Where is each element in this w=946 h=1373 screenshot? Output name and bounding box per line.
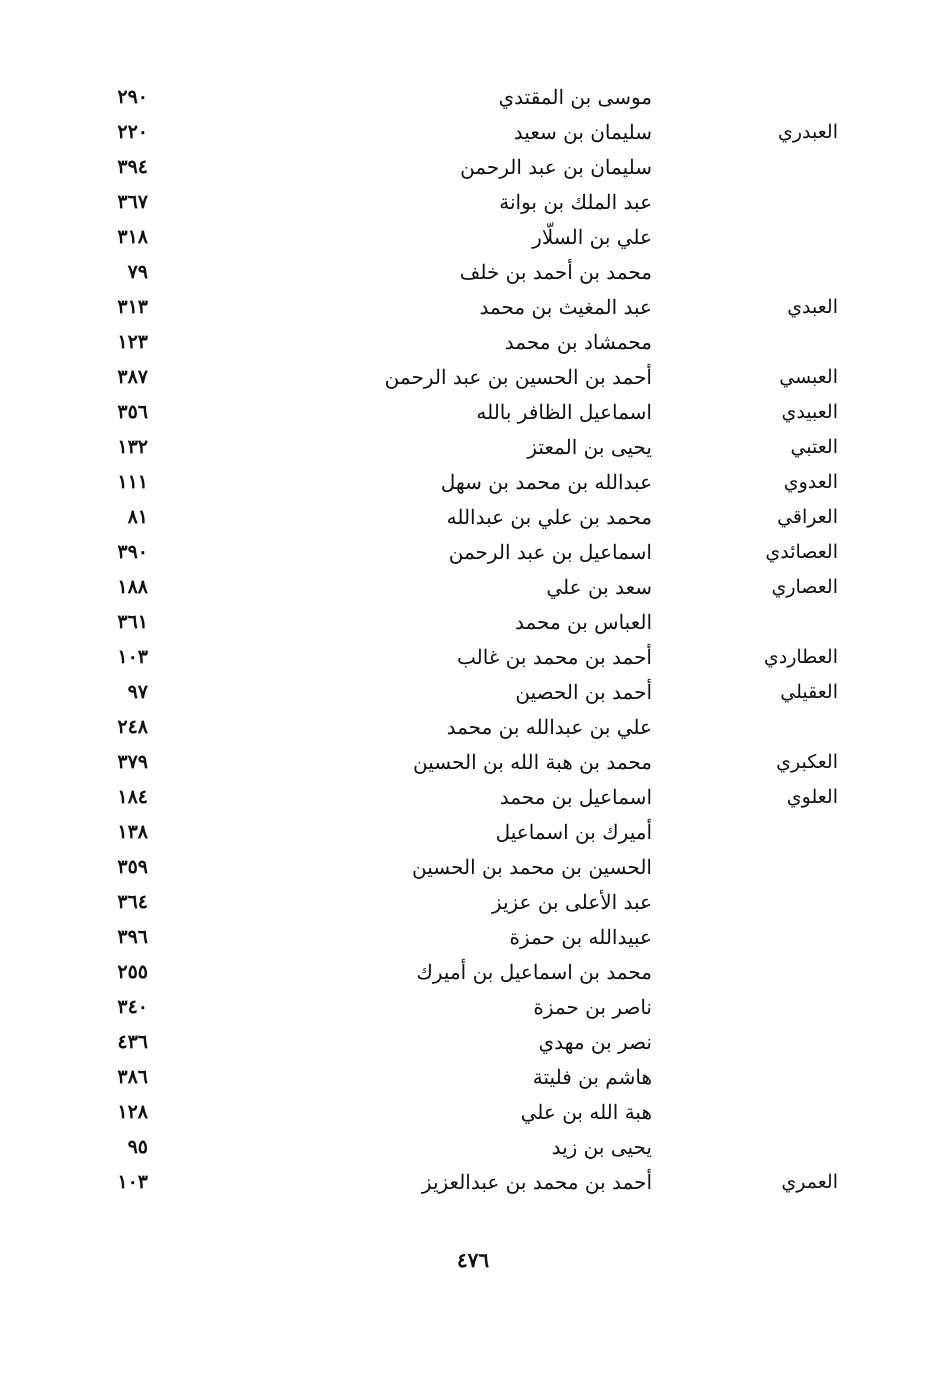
entry-name: محمد بن علي بن عبدالله xyxy=(446,505,652,529)
entry-name: الحسين بن محمد بن الحسين xyxy=(411,855,652,879)
entry-page-number: ٣٦١ xyxy=(117,611,148,633)
index-entry xyxy=(0,640,946,675)
entry-name: موسى بن المقتدي xyxy=(498,85,652,109)
entry-page-number: ٣٦٧ xyxy=(117,191,148,213)
entry-name: أميرك بن اسماعيل xyxy=(495,820,652,844)
entry-nisba xyxy=(688,80,838,115)
entry-page-number: ١٣٨ xyxy=(117,821,148,843)
entry-name: أحمد بن الحصين xyxy=(515,680,652,704)
entry-page-number: ١١١ xyxy=(117,471,148,493)
entry-nisba xyxy=(688,885,838,920)
index-entry xyxy=(0,80,946,115)
entry-page-number: ٩٥ xyxy=(127,1136,148,1158)
entry-page-number: ١٢٨ xyxy=(117,1101,148,1123)
entry-page-number: ١٨٨ xyxy=(117,576,148,598)
entry-page-number: ٢٩٠ xyxy=(117,86,148,108)
entry-nisba xyxy=(688,850,838,885)
entry-page-number: ٣٩٤ xyxy=(117,156,148,178)
entry-name: سعد بن علي xyxy=(546,575,652,599)
index-entry xyxy=(0,920,946,955)
entry-nisba xyxy=(688,255,838,290)
index-entry xyxy=(0,885,946,920)
entry-page-number: ٣٨٧ xyxy=(117,366,148,388)
entry-name: علي بن السلّار xyxy=(532,225,652,249)
entry-name: هبة الله بن علي xyxy=(520,1100,652,1124)
entry-nisba: العمري xyxy=(781,1171,838,1193)
index-entry xyxy=(0,255,946,290)
index-entry xyxy=(0,150,946,185)
entry-name: اسماعيل بن عبد الرحمن xyxy=(448,540,652,564)
entry-name: العباس بن محمد xyxy=(514,610,652,634)
entry-name: عبد الملك بن بوانة xyxy=(499,190,652,214)
entry-page-number: ٩٧ xyxy=(127,681,148,703)
entry-nisba: العبيدي xyxy=(781,401,838,423)
entry-nisba: العبدي xyxy=(787,296,838,318)
entry-nisba: العدوي xyxy=(783,471,838,493)
entry-nisba: العكبري xyxy=(776,751,838,773)
index-entry xyxy=(0,535,946,570)
index-entry xyxy=(0,500,946,535)
index-entry xyxy=(0,990,946,1025)
entry-page-number: ٣١٨ xyxy=(117,226,148,248)
entry-page-number: ٣٥٩ xyxy=(117,856,148,878)
entry-page-number: ٤٣٦ xyxy=(117,1031,148,1053)
entry-page-number: ٣٤٠ xyxy=(117,996,148,1018)
entry-name: عبد المغيث بن محمد xyxy=(479,295,652,319)
entry-nisba: العصاري xyxy=(771,576,838,598)
entry-nisba xyxy=(688,1060,838,1095)
page-number: ٤٧٦ xyxy=(456,1248,490,1272)
index-entry xyxy=(0,325,946,360)
index-entry xyxy=(0,465,946,500)
entry-page-number: ٣٩٠ xyxy=(117,541,148,563)
entry-nisba xyxy=(688,815,838,850)
index-entry xyxy=(0,1060,946,1095)
index-entry xyxy=(0,290,946,325)
entry-nisba xyxy=(688,325,838,360)
entry-page-number: ٢٢٠ xyxy=(117,121,148,143)
entry-nisba xyxy=(688,150,838,185)
entry-nisba: العراقي xyxy=(777,506,838,528)
entry-name: اسماعيل بن محمد xyxy=(499,785,652,809)
entry-nisba xyxy=(688,710,838,745)
entry-name: أحمد بن الحسين بن عبد الرحمن xyxy=(384,365,652,389)
entry-name: محمد بن هبة الله بن الحسين xyxy=(412,750,652,774)
entry-nisba xyxy=(688,955,838,990)
entry-page-number: ١٠٣ xyxy=(117,1171,148,1193)
entry-nisba: العطاردي xyxy=(763,646,838,668)
entry-page-number: ٢٤٨ xyxy=(117,716,148,738)
entry-page-number: ١٠٣ xyxy=(117,646,148,668)
entry-name: أحمد بن محمد بن غالب xyxy=(457,645,652,669)
entry-name: يحيى بن المعتز xyxy=(527,435,652,459)
entry-nisba: العلوي xyxy=(786,786,838,808)
entry-name: محمد بن اسماعيل بن أميرك xyxy=(416,960,652,984)
index-entry xyxy=(0,185,946,220)
index-entry xyxy=(0,430,946,465)
entry-name: علي بن عبدالله بن محمد xyxy=(446,715,652,739)
entry-page-number: ٣٧٩ xyxy=(117,751,148,773)
index-entry xyxy=(0,115,946,150)
index-entry xyxy=(0,675,946,710)
entry-name: أحمد بن محمد بن عبدالعزيز xyxy=(421,1170,652,1194)
entry-page-number: ٨١ xyxy=(127,506,148,528)
entry-nisba xyxy=(688,1130,838,1165)
entry-page-number: ٣٥٦ xyxy=(117,401,148,423)
entry-page-number: ٢٥٥ xyxy=(117,961,148,983)
entry-name: عبد الأعلى بن عزيز xyxy=(491,890,652,914)
entry-name: عبدالله بن محمد بن سهل xyxy=(440,470,652,494)
entry-name: سليمان بن عبد الرحمن xyxy=(460,155,652,179)
index-entry xyxy=(0,955,946,990)
entry-page-number: ١٣٢ xyxy=(117,436,148,458)
index-entry xyxy=(0,850,946,885)
entry-name: محمد بن أحمد بن خلف xyxy=(459,260,652,284)
name-index-list xyxy=(0,80,946,1200)
index-entry xyxy=(0,745,946,780)
index-entry xyxy=(0,1095,946,1130)
index-entry xyxy=(0,815,946,850)
entry-name: اسماعيل الظافر بالله xyxy=(476,400,652,424)
index-entry xyxy=(0,780,946,815)
index-entry xyxy=(0,570,946,605)
entry-page-number: ٧٩ xyxy=(127,261,148,283)
entry-nisba xyxy=(688,185,838,220)
entry-page-number: ١٨٤ xyxy=(117,786,148,808)
entry-page-number: ١٢٣ xyxy=(117,331,148,353)
index-entry xyxy=(0,1130,946,1165)
entry-nisba xyxy=(688,220,838,255)
entry-nisba xyxy=(688,1025,838,1060)
entry-nisba: العبسي xyxy=(779,366,838,388)
entry-page-number: ٣٩٦ xyxy=(117,926,148,948)
entry-nisba xyxy=(688,605,838,640)
index-entry xyxy=(0,220,946,255)
index-entry xyxy=(0,1165,946,1200)
index-entry xyxy=(0,605,946,640)
entry-nisba xyxy=(688,1095,838,1130)
entry-page-number: ٣٨٦ xyxy=(117,1066,148,1088)
index-entry xyxy=(0,1025,946,1060)
entry-nisba: العصائدي xyxy=(765,541,838,563)
entry-nisba xyxy=(688,920,838,955)
index-entry xyxy=(0,710,946,745)
entry-name: هاشم بن فليتة xyxy=(532,1065,652,1089)
entry-name: محمشاد بن محمد xyxy=(504,330,652,354)
index-entry xyxy=(0,360,946,395)
entry-nisba: العتبي xyxy=(790,436,838,458)
entry-name: نصر بن مهدي xyxy=(538,1030,652,1054)
entry-nisba: العبدري xyxy=(778,121,838,143)
entry-nisba: العقيلي xyxy=(780,681,838,703)
entry-name: سليمان بن سعيد xyxy=(513,120,652,144)
entry-nisba xyxy=(688,990,838,1025)
entry-name: عبيدالله بن حمزة xyxy=(509,925,652,949)
entry-name: يحيى بن زيد xyxy=(551,1135,652,1159)
entry-name: ناصر بن حمزة xyxy=(533,995,652,1019)
index-entry xyxy=(0,395,946,430)
entry-page-number: ٣١٣ xyxy=(117,296,148,318)
entry-page-number: ٣٦٤ xyxy=(117,891,148,913)
